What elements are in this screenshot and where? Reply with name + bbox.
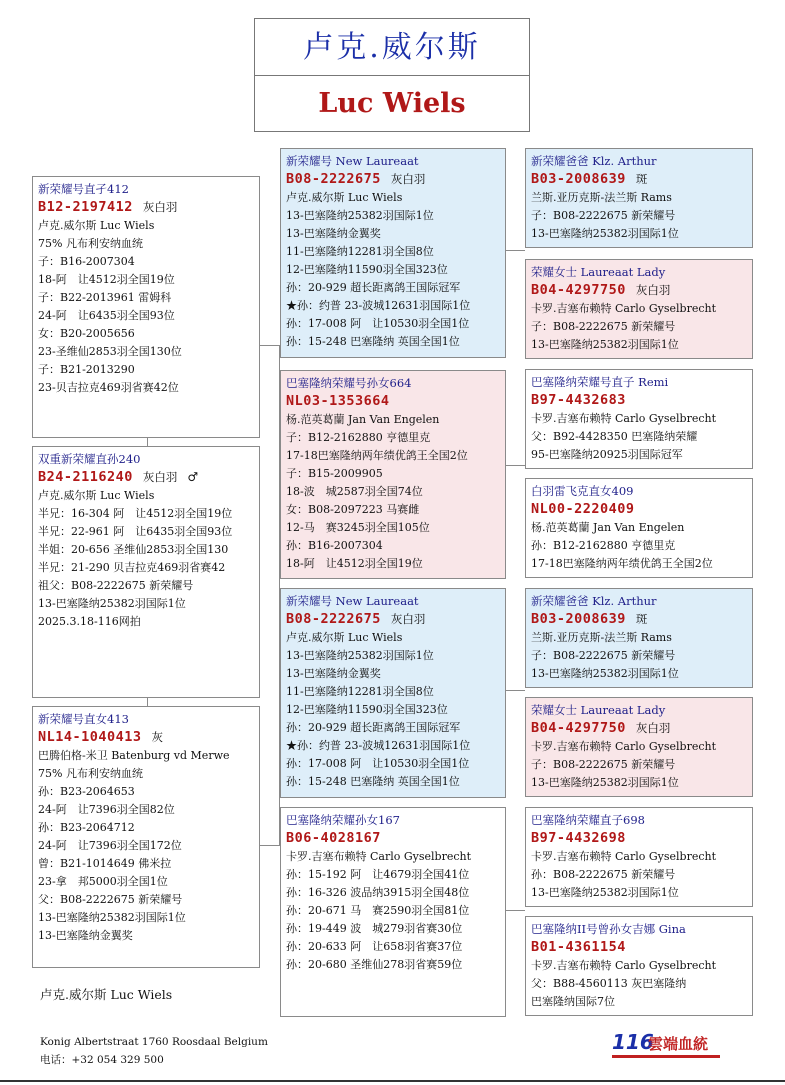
ring-number: B08-2222675 bbox=[286, 611, 381, 627]
pedigree-line: 半兄：22-961 阿 让6435羽全国93位 bbox=[38, 525, 233, 538]
pedigree-line: 卢克.威尔斯 Luc Wiels bbox=[286, 191, 403, 204]
feather-color: 灰白羽 bbox=[635, 721, 671, 735]
feather-color: 灰白羽 bbox=[142, 470, 178, 484]
contact-info bbox=[40, 1033, 268, 1069]
pedigree-line: ★孙：约普 23-波城12631羽国际1位 bbox=[286, 299, 471, 312]
pedigree-line: 子：B08-2222675 新荣耀号 bbox=[531, 320, 676, 333]
pedigree-line: 卢克.威尔斯 Luc Wiels bbox=[38, 489, 155, 502]
card-sds[interactable] bbox=[525, 369, 753, 469]
pedigree-line: 孙：20-671 马 赛2590羽全国81位 bbox=[286, 904, 470, 917]
connector bbox=[505, 465, 525, 466]
pedigree-line: 孙：15-192 阿 让4679羽全国41位 bbox=[286, 868, 470, 881]
pedigree-line: 卡罗.吉塞布赖特 Carlo Gyselbrecht bbox=[531, 850, 717, 863]
pedigree-line: 13-巴塞隆纳25382羽国际1位 bbox=[38, 911, 186, 924]
address: Konig Albertstraat 1760 Roosdaal Belgium bbox=[40, 1036, 268, 1048]
pedigree-line: 父：B08-2222675 新荣耀号 bbox=[38, 893, 183, 906]
pedigree-line: 子：B08-2222675 新荣耀号 bbox=[531, 649, 676, 662]
card-header: 巴塞隆纳荣耀号孙女664 bbox=[286, 376, 412, 390]
pedigree-line: 杨.范英葛蘭 Jan Van Engelen bbox=[531, 521, 685, 534]
feather-color: 灰白羽 bbox=[390, 172, 426, 186]
card-header: 巴塞隆纳荣耀直子698 bbox=[531, 813, 645, 827]
pedigree-line: 75% 凡布利安纳血统 bbox=[38, 767, 143, 780]
pedigree-line: 父：B88-4560113 灰巴塞隆纳 bbox=[531, 977, 687, 990]
card-header: 新荣耀号直孑412 bbox=[38, 182, 129, 196]
sex-symbol: ♂ bbox=[187, 470, 199, 484]
pedigree-line: 兰斯.亚历克斯-法兰斯 Rams bbox=[531, 191, 672, 204]
pedigree-line: 18-阿 让4512羽全国19位 bbox=[38, 273, 175, 286]
pedigree-line: 半兄：16-304 阿 让4512羽全国19位 bbox=[38, 507, 233, 520]
pedigree-line: 子：B16-2007304 bbox=[38, 255, 135, 268]
pedigree-line: 13-巴塞隆纳25382羽国际1位 bbox=[531, 886, 679, 899]
pedigree-line: 12-马 赛3245羽全国105位 bbox=[286, 521, 430, 534]
pedigree-line: 子：B22-2013961 雷姆科 bbox=[38, 291, 172, 304]
pedigree-line: 巴腾伯格-米卫 Batenburg vd Merwe bbox=[38, 749, 230, 762]
logo-number: 116 bbox=[612, 1030, 654, 1054]
pedigree-line: 13-巴塞隆纳25382羽国际1位 bbox=[286, 209, 434, 222]
title-english: Luc Wiels bbox=[318, 88, 466, 119]
ring-number: B06-4028167 bbox=[286, 830, 381, 846]
pedigree-line: 95-巴塞隆纳20925羽国际冠军 bbox=[531, 448, 683, 461]
card-header: 新荣耀爸爸 Klz. Arthur bbox=[531, 594, 657, 608]
pedigree-line: 11-巴塞隆纳12281羽全国8位 bbox=[286, 245, 434, 258]
card-dam-sire[interactable] bbox=[280, 588, 506, 798]
pedigree-line: 17-18巴塞隆纳两年绩优鸽王全国2位 bbox=[286, 449, 468, 462]
pedigree-line: 13-巴塞隆纳25382羽国际1位 bbox=[286, 649, 434, 662]
pedigree-line: 孙：15-248 巴塞隆纳 英国全国1位 bbox=[286, 775, 460, 788]
card-sire-dam[interactable] bbox=[280, 370, 506, 579]
ring-number: B04-4297750 bbox=[531, 282, 626, 298]
connector bbox=[147, 437, 148, 446]
pedigree-line: 祖父：B08-2222675 新荣耀号 bbox=[38, 579, 194, 592]
pedigree-line: 2025.3.18-116网拍 bbox=[38, 615, 141, 628]
ring-number: NL03-1353664 bbox=[286, 393, 390, 409]
card-dam[interactable] bbox=[32, 706, 260, 968]
connector bbox=[505, 250, 525, 251]
card-dds[interactable] bbox=[525, 807, 753, 907]
pedigree-line: 18-阿 让4512羽全国19位 bbox=[286, 557, 423, 570]
pedigree-line: 11-巴塞隆纳12281羽全国8位 bbox=[286, 685, 434, 698]
pedigree-line: 卡罗.吉塞布赖特 Carlo Gyselbrecht bbox=[531, 959, 717, 972]
pedigree-line: 卢克.威尔斯 Luc Wiels bbox=[38, 219, 155, 232]
pedigree-line: 孙：20-633 阿 让658羽省赛37位 bbox=[286, 940, 463, 953]
footer-divider bbox=[0, 1080, 785, 1082]
pedigree-line: 孙：16-326 波品纳3915羽全国48位 bbox=[286, 886, 470, 899]
card-header: 新荣耀号 New Laureaat bbox=[286, 594, 419, 608]
pedigree-line: 孙：19-449 波 城279羽省赛30位 bbox=[286, 922, 463, 935]
pedigree-line: 孙：B08-2222675 新荣耀号 bbox=[531, 868, 676, 881]
pedigree-line: 13-巴塞隆纳25382羽国际1位 bbox=[531, 776, 679, 789]
pedigree-line: 兰斯.亚历克斯-法兰斯 Rams bbox=[531, 631, 672, 644]
card-header: 新荣耀号 New Laureaat bbox=[286, 154, 419, 168]
pedigree-line: 半姐：20-656 圣维仙2853羽全国130 bbox=[38, 543, 229, 556]
pedigree-line: 巴塞隆纳国际7位 bbox=[531, 995, 615, 1008]
ring-number: NL14-1040413 bbox=[38, 729, 142, 745]
card-dam-dam[interactable] bbox=[280, 807, 506, 1017]
ring-number: B03-2008639 bbox=[531, 611, 626, 627]
card-dss[interactable] bbox=[525, 588, 753, 688]
logo-underline bbox=[612, 1055, 720, 1058]
feather-color: 灰白羽 bbox=[142, 200, 178, 214]
connector bbox=[147, 697, 148, 706]
pedigree-line: 杨.范英葛蘭 Jan Van Engelen bbox=[286, 413, 440, 426]
pedigree-line: 孙：17-008 阿 让10530羽全国1位 bbox=[286, 317, 470, 330]
feather-color: 灰白羽 bbox=[635, 283, 671, 297]
feather-color: 灰白羽 bbox=[390, 612, 426, 626]
card-header: 新荣耀爸爸 Klz. Arthur bbox=[531, 154, 657, 168]
pedigree-line: 13-巴塞隆纳金翼奖 bbox=[286, 227, 381, 240]
pedigree-line: 卢克.威尔斯 Luc Wiels bbox=[286, 631, 403, 644]
ring-number: B08-2222675 bbox=[286, 171, 381, 187]
card-header: 白羽雷飞克直女409 bbox=[531, 484, 634, 498]
card-ssd[interactable] bbox=[525, 259, 753, 359]
pedigree-line: 孙：B23-2064653 bbox=[38, 785, 135, 798]
pedigree-line: 24-阿 让7396羽全国82位 bbox=[38, 803, 175, 816]
pedigree-line: 子：B12-2162880 亨德里克 bbox=[286, 431, 431, 444]
pedigree-line: 子：B21-2013290 bbox=[38, 363, 135, 376]
card-header: 新荣耀号直女413 bbox=[38, 712, 129, 726]
pedigree-line: 13-巴塞隆纳25382羽国际1位 bbox=[531, 338, 679, 351]
pedigree-line: 孙：20-929 超长距离鸽王国际冠军 bbox=[286, 281, 461, 294]
pedigree-line: 23-拿 邦5000羽全国1位 bbox=[38, 875, 168, 888]
pedigree-line: 75% 凡布利安纳血统 bbox=[38, 237, 143, 250]
ring-number: NL00-2220409 bbox=[531, 501, 635, 517]
pedigree-line: 12-巴塞隆纳11590羽全国323位 bbox=[286, 263, 448, 276]
connector bbox=[505, 910, 525, 911]
card-header: 巴塞隆纳荣耀号直子 Remi bbox=[531, 375, 669, 389]
owner-name: 卢克.威尔斯 Luc Wiels bbox=[40, 987, 173, 1002]
pedigree-line: 18-波 城2587羽全国74位 bbox=[286, 485, 423, 498]
card-header: 巴塞隆纳荣耀孙女167 bbox=[286, 813, 400, 827]
card-header: 荣耀女士 Laureaat Lady bbox=[531, 703, 666, 717]
card-subject[interactable] bbox=[32, 446, 260, 698]
pedigree-line: ★孙：约普 23-波城12631羽国际1位 bbox=[286, 739, 471, 752]
connector bbox=[259, 845, 280, 846]
pedigree-line: 子：B08-2222675 新荣耀号 bbox=[531, 209, 676, 222]
pedigree-line: 孙：15-248 巴塞隆纳 英国全国1位 bbox=[286, 335, 460, 348]
card-header: 荣耀女士 Laureaat Lady bbox=[531, 265, 666, 279]
ring-number: B24-2116240 bbox=[38, 469, 133, 485]
card-header: 巴塞隆纳II号曾孙女吉娜 Gina bbox=[531, 922, 686, 936]
ring-number: B97-4432698 bbox=[531, 830, 626, 846]
pedigree-line: 子：B08-2222675 新荣耀号 bbox=[531, 758, 676, 771]
phone: 电话：+32 054 329 500 bbox=[40, 1054, 164, 1066]
card-ddd[interactable] bbox=[525, 916, 753, 1016]
pedigree-line: 卡罗.吉塞布赖特 Carlo Gyselbrecht bbox=[531, 302, 717, 315]
pedigree-line: 孙：17-008 阿 让10530羽全国1位 bbox=[286, 757, 470, 770]
ring-number: B04-4297750 bbox=[531, 720, 626, 736]
feather-color: 斑 bbox=[635, 612, 648, 626]
pedigree-line: 女：B08-2097223 马赛雌 bbox=[286, 503, 420, 516]
card-dsd[interactable] bbox=[525, 697, 753, 797]
pedigree-line: 孙：B12-2162880 亨德里克 bbox=[531, 539, 676, 552]
pedigree-line: 23-贝吉拉克469羽省赛42位 bbox=[38, 381, 179, 394]
pedigree-line: 子：B15-2009905 bbox=[286, 467, 383, 480]
pedigree-line: 孙：20-680 圣维仙278羽省赛59位 bbox=[286, 958, 463, 971]
title-box bbox=[254, 18, 530, 132]
pedigree-line: 17-18巴塞隆纳两年绩优鸽王全国2位 bbox=[531, 557, 713, 570]
pedigree-line: 卡罗.吉塞布赖特 Carlo Gyselbrecht bbox=[531, 740, 717, 753]
pedigree-line: 孙：B23-2064712 bbox=[38, 821, 135, 834]
pedigree-line: 卡罗.吉塞布赖特 Carlo Gyselbrecht bbox=[531, 412, 717, 425]
ring-number: B97-4432683 bbox=[531, 392, 626, 408]
card-sire-sire[interactable] bbox=[280, 148, 506, 358]
connector bbox=[505, 690, 525, 691]
pedigree-line: 24-阿 让6435羽全国93位 bbox=[38, 309, 175, 322]
pedigree-line: 13-巴塞隆纳25382羽国际1位 bbox=[531, 227, 679, 240]
ring-number: B01-4361154 bbox=[531, 939, 626, 955]
card-sire[interactable] bbox=[32, 176, 260, 438]
connector bbox=[259, 345, 280, 346]
feather-color: 灰 bbox=[151, 730, 164, 744]
logo bbox=[612, 1030, 722, 1058]
title-chinese: 卢克.威尔斯 bbox=[255, 19, 529, 76]
pedigree-line: 23-圣维仙2853羽全国130位 bbox=[38, 345, 182, 358]
pedigree-line: 孙：B16-2007304 bbox=[286, 539, 383, 552]
pedigree-line: 12-巴塞隆纳11590羽全国323位 bbox=[286, 703, 448, 716]
pedigree-line: 女：B20-2005656 bbox=[38, 327, 135, 340]
pedigree-line: 13-巴塞隆纳25382羽国际1位 bbox=[531, 667, 679, 680]
pedigree-line: 13-巴塞隆纳25382羽国际1位 bbox=[38, 597, 186, 610]
card-sss[interactable] bbox=[525, 148, 753, 248]
pedigree-line: 13-巴塞隆纳金翼奖 bbox=[286, 667, 381, 680]
pedigree-line: 13-巴塞隆纳金翼奖 bbox=[38, 929, 133, 942]
pedigree-line: 24-阿 让7396羽全国172位 bbox=[38, 839, 182, 852]
ring-number: B03-2008639 bbox=[531, 171, 626, 187]
pedigree-line: 孙：20-929 超长距离鸽王国际冠军 bbox=[286, 721, 461, 734]
pedigree-line: 卡罗.吉塞布赖特 Carlo Gyselbrecht bbox=[286, 850, 472, 863]
ring-number: B12-2197412 bbox=[38, 199, 133, 215]
pedigree-line: 父：B92-4428350 巴塞隆纳荣耀 bbox=[531, 430, 698, 443]
pedigree-line: 曾：B21-1014649 佛米拉 bbox=[38, 857, 172, 870]
card-sdd[interactable] bbox=[525, 478, 753, 578]
feather-color: 斑 bbox=[635, 172, 648, 186]
logo-text: 雲端血統 bbox=[648, 1035, 709, 1053]
pedigree-line: 半兄：21-290 贝吉拉克469羽省赛42 bbox=[38, 561, 226, 574]
card-header: 双重新荣耀直孙240 bbox=[38, 452, 141, 466]
